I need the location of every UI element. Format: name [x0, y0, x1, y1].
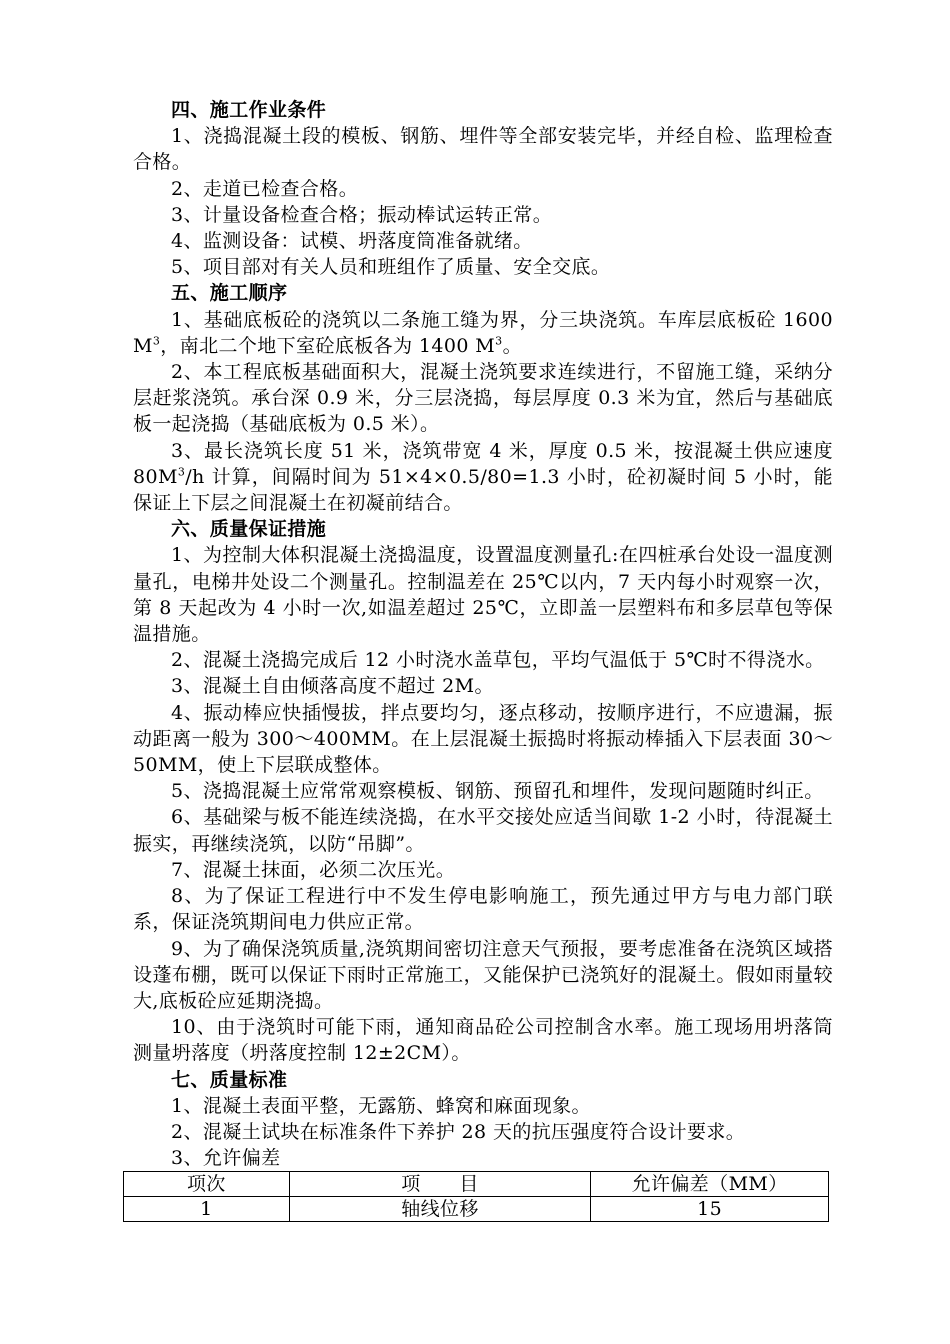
- header-item-no: 项次: [124, 1172, 290, 1197]
- section-6-title: 六、质量保证措施: [171, 518, 327, 541]
- tolerance-table: [123, 1171, 829, 1222]
- document-page: [133, 97, 833, 1222]
- section-6-item-4: 4、振动棒应快插慢拔，拌点要均匀，逐点移动，按顺序进行，不应遗漏，振动距离一般为 300～400MM。在上层混凝土振捣时将振动棒插入下层表面 30～50MM，使上下层联成整体。: [133, 701, 833, 777]
- section-6-item-3: 3、混凝土自由倾落高度不超过 2M。: [171, 675, 494, 698]
- section-5-item-3: [133, 438, 833, 517]
- cell-tolerance: 15: [591, 1197, 829, 1222]
- section-7-title: 七、质量标准: [171, 1068, 288, 1091]
- section-7-item-3: 3、允许偏差: [171, 1147, 281, 1170]
- section-4-item-4: 4、监测设备：试模、坍落度筒准备就绪。: [171, 230, 533, 253]
- table-row: [124, 1197, 829, 1222]
- section-5-item-1-part-a: 1、基础底板砼的浇筑以二条施工缝为界，分三块浇筑。车库层底板砼 1600 M: [133, 308, 833, 357]
- table-header-row: [124, 1172, 829, 1197]
- header-tolerance: 允许偏差（MM）: [591, 1172, 829, 1197]
- section-4-item-3: 3、计量设备检查合格；振动棒试运转正常。: [171, 203, 553, 226]
- section-5-title: 五、施工顺序: [171, 282, 288, 305]
- superscript: 3: [495, 334, 503, 348]
- section-5-item-3-part-b: /h 计算，间隔时间为 51×4×0.5/80=1.3 小时，砼初凝时间 5 小时，能保证上下层之间混凝土在初凝前结合。: [133, 465, 833, 515]
- section-4-title: 四、施工作业条件: [171, 99, 327, 121]
- section-5-item-2: 2、本工程底板基础面积大，混凝土浇筑要求连续进行，不留施工缝，采纳分层赶浆浇筑。承台深 0.9 米，分三层浇捣，每层厚度 0.3 米为宜，然后与基础底板一起浇捣（基础底板为 0.5 米）。: [133, 361, 833, 436]
- cell-item-no: 1: [124, 1197, 290, 1222]
- section-6-item-1: 1、为控制大体积混凝土浇捣温度，设置温度测量孔:在四桩承台处设一温度测量孔，电梯井处设二个测量孔。控制温差在 25℃以内，7 天内每小时观察一次，第 8 天起改为 4 小时一次,如温差超过 25℃，立即盖一层塑料布和多层草包等保温措施。: [133, 544, 833, 646]
- section-6-item-5: 5、浇捣混凝土应常常观察模板、钢筋、预留孔和埋件，发现问题随时纠正。: [171, 780, 824, 803]
- superscript: 3: [152, 334, 161, 348]
- section-6-item-9: 9、为了确保浇筑质量,浇筑期间密切注意天气预报，要考虑准备在浇筑区域搭设蓬布棚，既可以保证下雨时正常施工，又能保护已浇筑好的混凝土。假如雨量较大,底板砼应延期浇捣。: [133, 937, 833, 1012]
- superscript: 3: [177, 465, 186, 479]
- section-5-item-1-part-c: 。: [502, 334, 522, 357]
- section-4-item-5: 5、项目部对有关人员和班组作了质量、安全交底。: [171, 256, 611, 279]
- section-7-item-2: 2、混凝土试块在标准条件下养护 28 天的抗压强度符合设计要求。: [171, 1120, 746, 1143]
- cell-item: 轴线位移: [289, 1197, 591, 1222]
- section-5-item-3-part-a: 3、最长浇筑长度 51 米，浇筑带宽 4 米，厚度 0.5 米，按混凝土供应速度 80M: [133, 439, 833, 488]
- section-7-item-1: 1、混凝土表面平整，无露筋、蜂窝和麻面现象。: [171, 1094, 591, 1117]
- section-6-item-10: 10、由于浇筑时可能下雨，通知商品砼公司控制含水率。施工现场用坍落筒测量坍落度（坍落度控制 12±2CM）。: [133, 1016, 833, 1065]
- section-6-item-8: 8、为了保证工程进行中不发生停电影响施工，预先通过甲方与电力部门联系，保证浇筑期间电力供应正常。: [133, 885, 833, 934]
- section-6-item-7: 7、混凝土抹面，必须二次压光。: [171, 858, 456, 881]
- section-5-item-1-part-b: ，南北二个地下室砼底板各为 1400 M: [160, 334, 496, 357]
- section-4-item-1: 1、浇捣混凝土段的模板、钢筋、埋件等全部安装完毕，并经自检、监理检查合格。: [133, 125, 833, 174]
- section-6-item-6: 6、基础梁与板不能连续浇捣，在水平交接处应适当间歇 1-2 小时，待混凝土振实，再继续浇筑，以防“吊脚”。: [133, 806, 833, 855]
- section-6-item-2: 2、混凝土浇捣完成后 12 小时浇水盖草包，平均气温低于 5℃时不得浇水。: [171, 649, 825, 672]
- section-4-item-2: 2、走道已检查合格。: [171, 177, 359, 200]
- section-5-item-1: [133, 307, 833, 359]
- header-item: 项 目: [289, 1172, 591, 1197]
